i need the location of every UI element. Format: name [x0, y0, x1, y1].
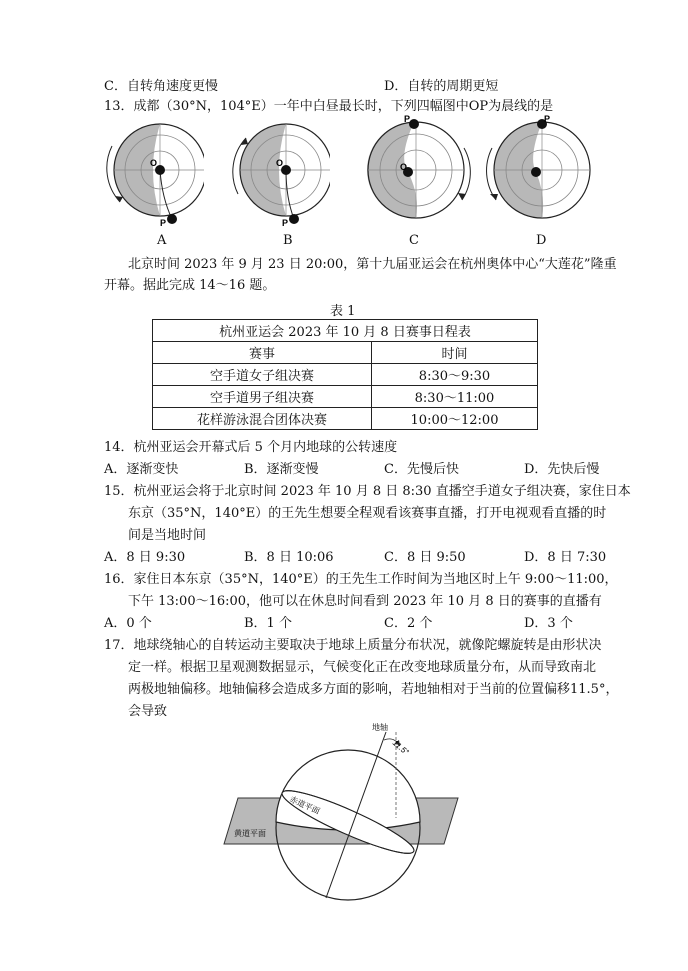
equator-plane-label: 赤道平面: [288, 794, 322, 816]
q13-figure-a: [106, 118, 204, 226]
q15-option-c: C．8 日 9:50: [384, 550, 466, 565]
table-cell-event: 空手道男子组决赛: [153, 386, 372, 408]
q15-line-1: 15．杭州亚运会将于北京时间 2023 年 10 月 8 日 8:30 直播空手道女子组决赛，家住日本: [104, 484, 631, 499]
q13-stem: 13．成都（30°N，104°E）一年中白昼最长时，下列四幅图中OP为晨线的是: [104, 99, 554, 114]
table-title: 杭州亚运会 2023 年 10 月 8 日赛事日程表: [153, 320, 538, 342]
axis-label: 地轴: [372, 723, 388, 732]
q16-option-c: C．2 个: [384, 616, 433, 631]
q14-stem: 14．杭州亚运会开幕式后 5 个月内地球的公转速度: [104, 440, 398, 455]
q12-option-c: C．自转角速度更慢: [104, 79, 218, 94]
q15-option-a: A．8 日 9:30: [104, 550, 186, 565]
table-header-row: [153, 342, 538, 364]
q13-d-label-p: P: [544, 114, 551, 124]
table-header-time: 时间: [372, 342, 538, 364]
q16-line-2: 下午 13:00～16:00，他可以在休息时间看到 2023 年 10 月 8 日的赛事的直播有: [128, 594, 602, 609]
q14-option-d: D．先快后慢: [524, 462, 600, 477]
q13-a-label-o: O: [150, 158, 158, 168]
q17-figure: [222, 718, 472, 906]
q13-figure-b: [232, 118, 330, 226]
q16-option-b: B．1 个: [244, 616, 292, 631]
q13-b-label-o: O: [276, 158, 284, 168]
q16-line-1: 16．家住日本东京（35°N，140°E）的王先生工作时间为当地区时上午 9:00～11:00，: [104, 572, 618, 587]
q13-c-label-o: O: [400, 162, 408, 172]
q17-line-3: 两极地轴偏移。地轴偏移会造成多方面的影响，若地轴相对于当前的位置偏移11.5°，: [128, 682, 619, 697]
q13-a-label-p: P: [160, 218, 167, 226]
q16-option-a: A．0 个: [104, 616, 152, 631]
table-header-event: 赛事: [153, 342, 372, 364]
q17-line-4: 会导致: [128, 704, 168, 719]
q13-figure-c: [358, 114, 476, 226]
ecliptic-plane-label: 黄道平面: [234, 829, 266, 838]
q15-option-b: B．8 日 10:06: [244, 550, 334, 565]
q13-diagram-a: [106, 118, 204, 226]
intro-line-1: 北京时间 2023 年 9 月 23 日 20:00，第十九届亚运会在杭州奥体中心“大莲花”隆重: [128, 257, 617, 272]
table-cell-event: 空手道女子组决赛: [153, 364, 372, 386]
q14-option-b: B．逐渐变慢: [244, 462, 319, 477]
table-title-row: [153, 320, 538, 342]
q13-c-label-p: P: [404, 114, 411, 124]
q13-diagram-b: [232, 118, 330, 226]
table-row: [153, 364, 538, 386]
table-cell-time: 10:00～12:00: [372, 408, 538, 430]
q13-label-c: C: [409, 233, 419, 248]
q15-option-d: D．8 日 7:30: [524, 550, 607, 565]
schedule-table: [152, 319, 538, 430]
earth-axis-diagram: [222, 718, 472, 906]
q14-option-c: C．先慢后快: [384, 462, 459, 477]
q13-figure-d: [484, 114, 594, 226]
q13-label-d: D: [536, 233, 547, 248]
q15-line-3: 间是当地时间: [128, 528, 207, 543]
q13-label-a: A: [157, 233, 167, 248]
q13-diagram-c: [358, 114, 476, 226]
angle-label: 11.5°: [390, 738, 411, 757]
q12-option-d: D．自转的周期更短: [384, 79, 499, 94]
q14-option-a: A．逐渐变快: [104, 462, 179, 477]
table-cell-event: 花样游泳混合团体决赛: [153, 408, 372, 430]
table-caption: 表 1: [330, 304, 356, 319]
table-row: [153, 408, 538, 430]
q13-diagram-d: [484, 114, 594, 226]
table-row: [153, 386, 538, 408]
q17-line-2: 定一样。根据卫星观测数据显示，气候变化正在改变地球质量分布，从而导致南北: [128, 660, 597, 675]
q16-option-d: D．3 个: [524, 616, 573, 631]
table-cell-time: 8:30～9:30: [372, 364, 538, 386]
q13-b-label-p: P: [282, 218, 289, 226]
table-cell-time: 8:30～11:00: [372, 386, 538, 408]
q17-line-1: 17．地球绕轴心的自转运动主要取决于地球上质量分布状况，就像陀螺旋转是由形状决: [104, 638, 602, 653]
q15-line-2: 东京（35°N，140°E）的王先生想要全程观看该赛事直播，打开电视观看直播的时: [128, 506, 607, 521]
intro-line-2: 开幕。据此完成 14～16 题。: [104, 278, 276, 293]
q13-label-b: B: [283, 233, 293, 248]
